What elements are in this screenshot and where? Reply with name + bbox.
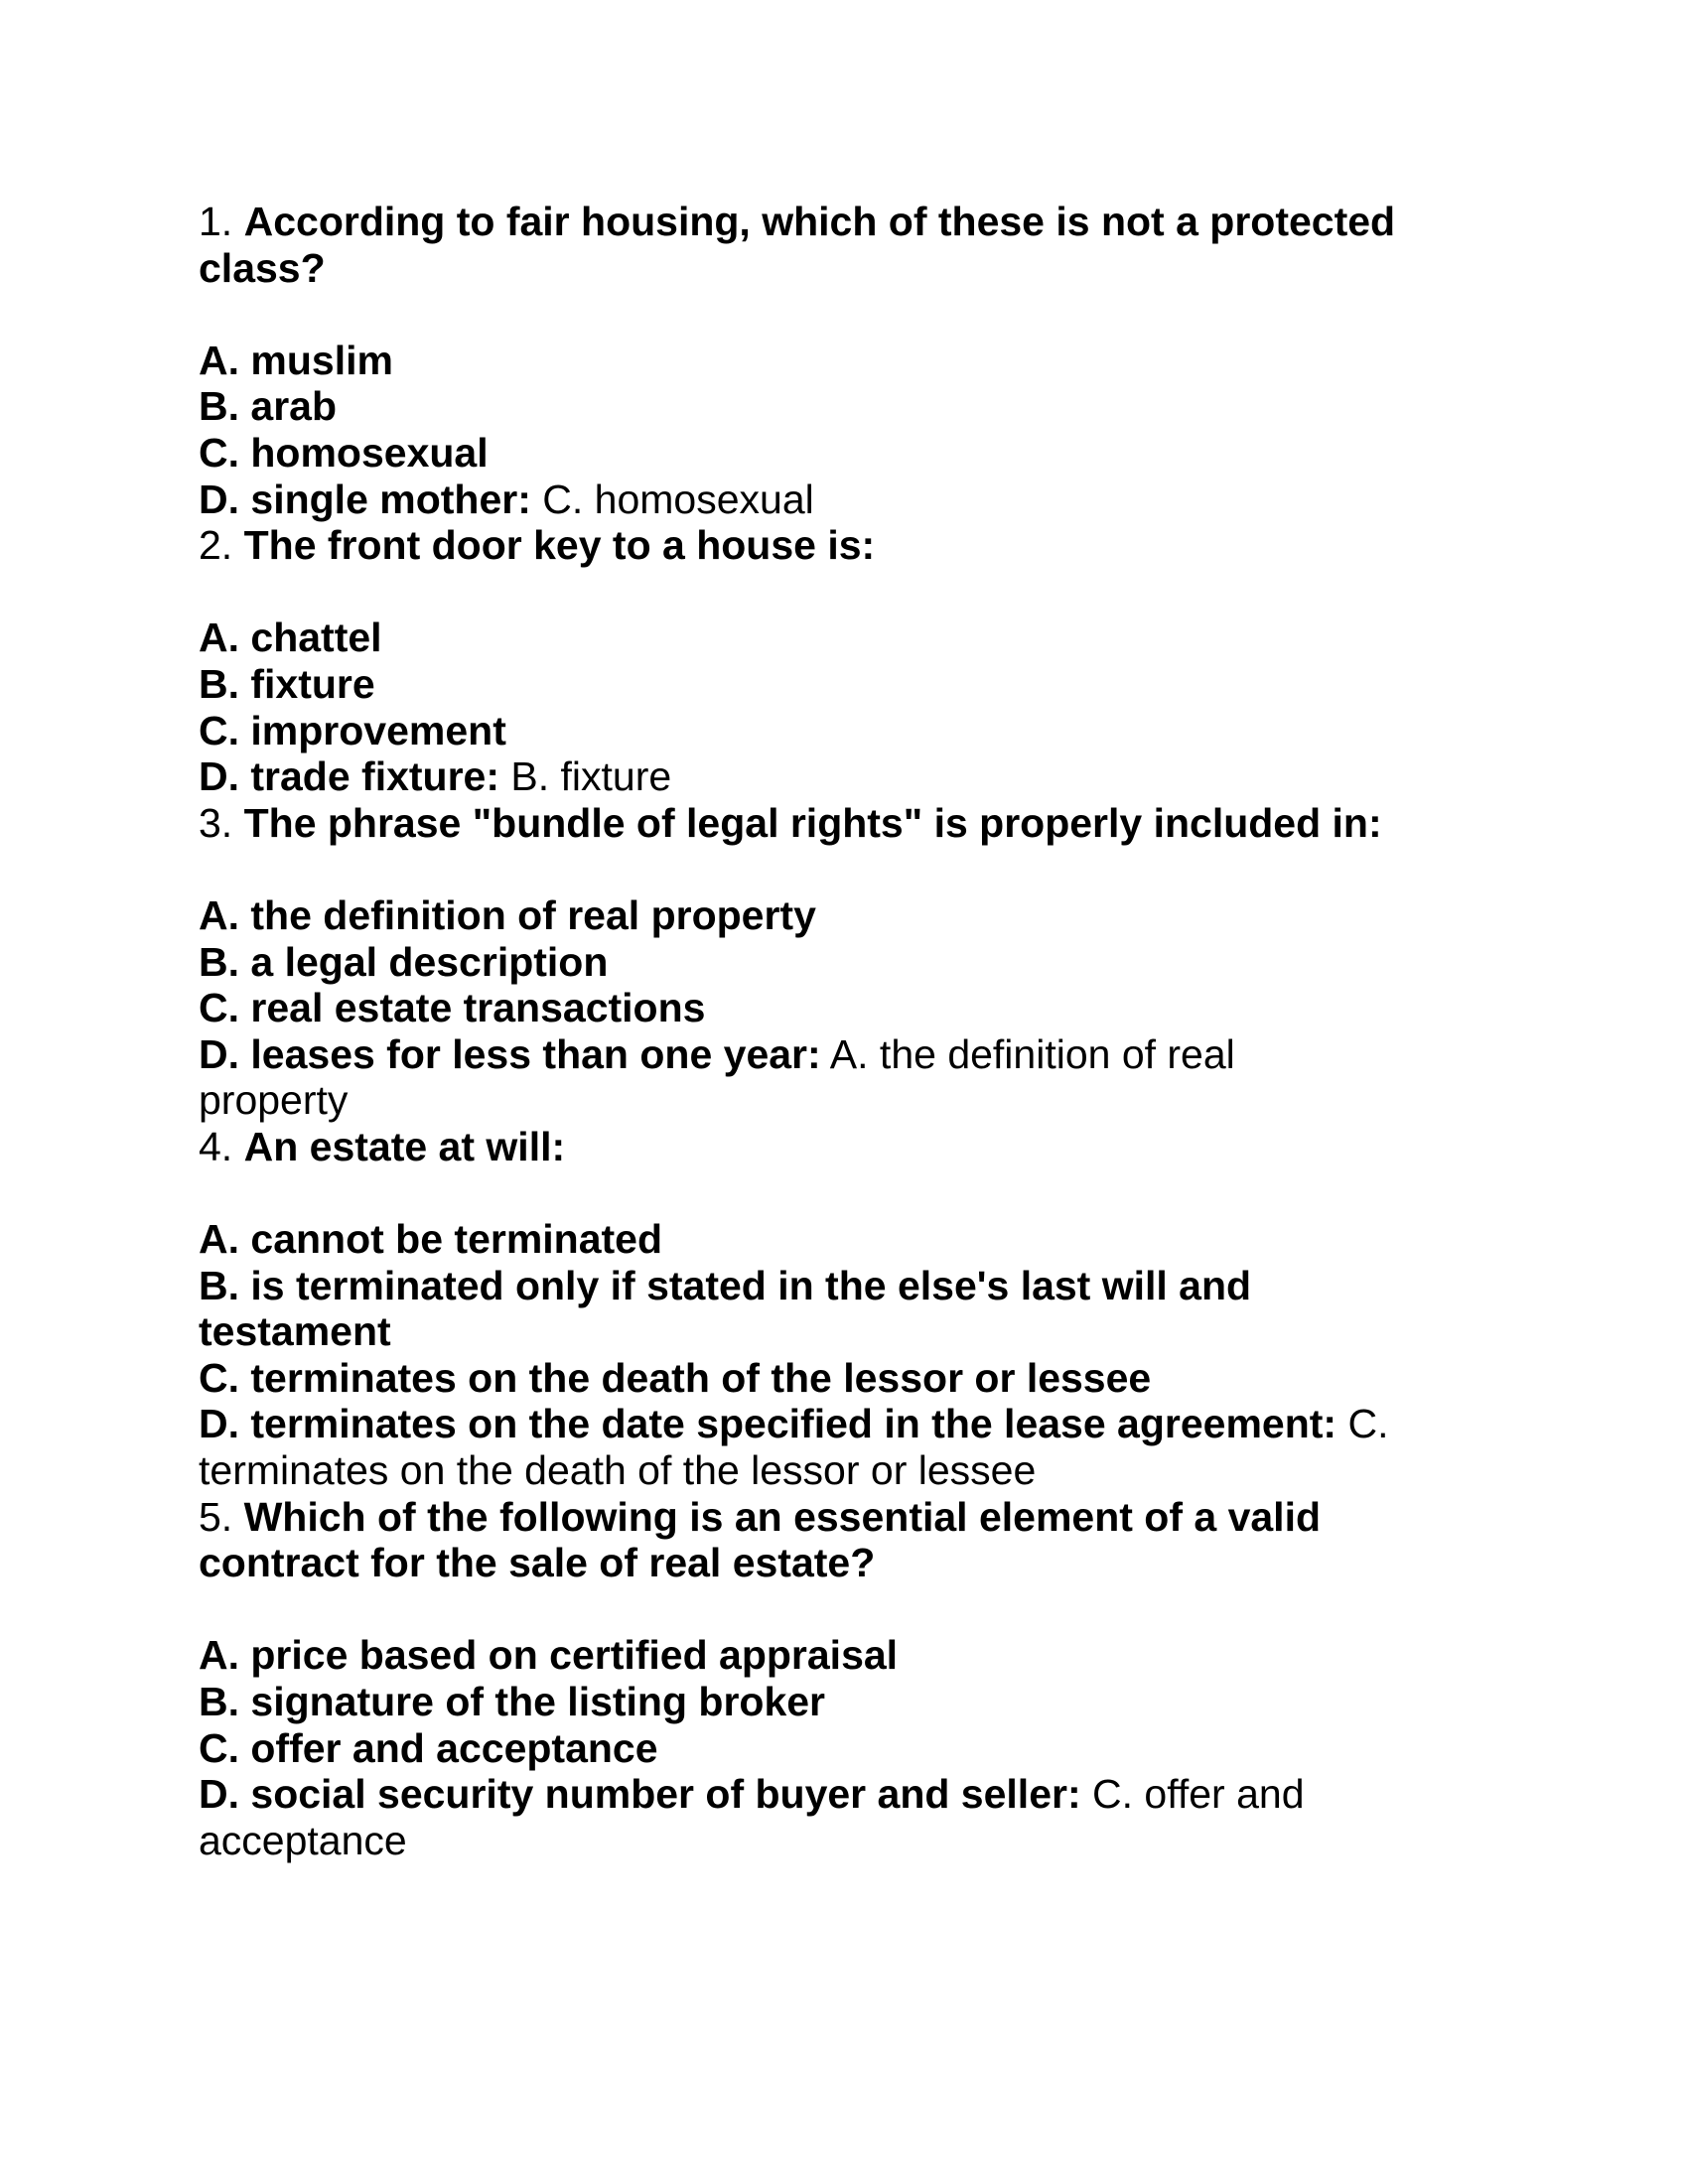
option-c: C. real estate transactions (199, 985, 706, 1031)
question-number: 3. (199, 799, 233, 846)
question-1 (199, 199, 1509, 245)
question-text: Which of the following is an essential element of a valid (243, 1493, 1322, 1540)
option-d: D. trade fixture: (199, 753, 499, 800)
option-d: D. social security number of buyer and seller: (199, 1771, 1081, 1818)
answer: A. the definition of real (829, 1030, 1235, 1077)
blank-line (199, 1586, 1509, 1633)
option-c: C. offer and acceptance (199, 1724, 658, 1771)
document-page (199, 199, 1509, 1863)
answer: B. fixture (510, 753, 672, 800)
option-d-with-answer (199, 1771, 1509, 1818)
question-number: 2. (199, 522, 233, 569)
option-b-continued: testament (199, 1308, 391, 1355)
question-text: According to fair housing, which of these is not a protected (243, 199, 1396, 244)
option-b: B. a legal description (199, 938, 609, 985)
question-4 (199, 1124, 1509, 1170)
option-b: B. signature of the listing broker (199, 1679, 826, 1724)
option-a: A. the definition of real property (199, 891, 816, 938)
option-a: A. chattel (199, 614, 382, 661)
blank-line (199, 846, 1509, 892)
blank-line (199, 1169, 1509, 1216)
question-2 (199, 522, 1509, 569)
answer: C. offer and (1092, 1771, 1305, 1818)
question-text: An estate at will: (243, 1123, 566, 1169)
option-d: D. leases for less than one year: (199, 1030, 821, 1077)
answer-continued: acceptance (199, 1817, 407, 1863)
question-3 (199, 800, 1509, 847)
option-b: B. arab (199, 383, 337, 430)
option-d-with-answer (199, 1401, 1509, 1447)
option-c: C. improvement (199, 707, 506, 753)
question-text: The front door key to a house is: (243, 522, 876, 569)
option-c: C. homosexual (199, 429, 489, 476)
option-d-with-answer (199, 477, 1509, 523)
question-text-continued: class? (199, 244, 326, 291)
answer: C. (1347, 1401, 1389, 1447)
option-a: A. muslim (199, 337, 393, 383)
question-text-continued: contract for the sale of real estate? (199, 1540, 876, 1586)
question-number: 4. (199, 1123, 233, 1169)
option-d: D. single mother: (199, 476, 531, 522)
option-d-with-answer (199, 753, 1509, 800)
question-text: The phrase "bundle of legal rights" is properly included in: (243, 799, 1382, 846)
option-d-with-answer (199, 1031, 1509, 1078)
question-5 (199, 1494, 1509, 1541)
option-c: C. terminates on the death of the lessor or lessee (199, 1354, 1152, 1401)
option-a: A. cannot be terminated (199, 1216, 663, 1263)
blank-line (199, 569, 1509, 615)
answer: C. homosexual (542, 476, 814, 522)
answer-continued: property (199, 1077, 349, 1124)
question-number: 1. (199, 199, 233, 244)
option-d: D. terminates on the date specified in the lease agreement: (199, 1401, 1337, 1447)
option-a: A. price based on certified appraisal (199, 1632, 899, 1679)
option-b: B. is terminated only if stated in the else's last will and (199, 1262, 1252, 1308)
answer-continued: terminates on the death of the lessor or lessee (199, 1447, 1037, 1494)
blank-line (199, 291, 1509, 338)
question-number: 5. (199, 1493, 233, 1540)
option-b: B. fixture (199, 660, 375, 707)
